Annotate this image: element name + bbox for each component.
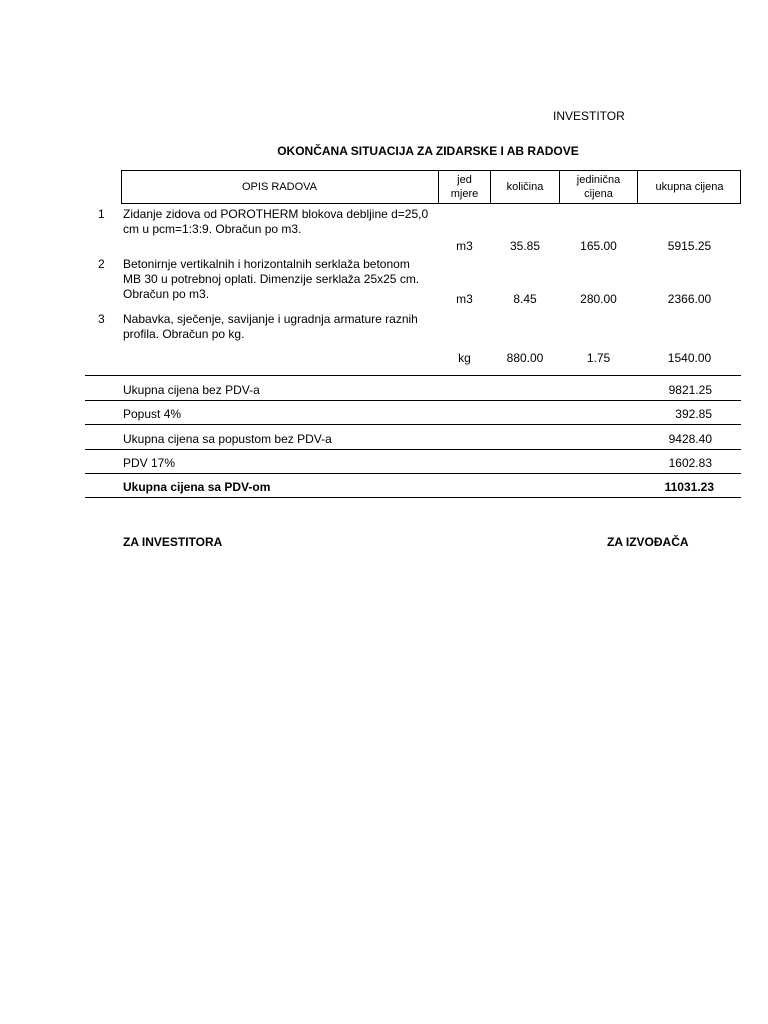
col-header-unit-price-line1: jedinična: [576, 174, 621, 186]
document-title: OKONČANA SITUACIJA ZA ZIDARSKE I AB RADOVE: [277, 144, 579, 158]
summary-grand-total-label: Ukupna cijena sa PDV-om: [123, 480, 271, 494]
item-description-line: MB 30 u potrebnoj oplati. Dimenzije serklaža 25x25 cm.: [123, 272, 420, 286]
item-unit-price: 280.00: [580, 292, 617, 306]
item-description-line: Nabavka, sječenje, savijanje i ugradnja armature raznih: [123, 312, 418, 326]
item-unit: m3: [456, 239, 473, 253]
summary-discount-label: Popust 4%: [123, 407, 182, 421]
item-description: [123, 312, 443, 342]
item-unit: kg: [458, 351, 471, 365]
col-header-unit-price-line2: cijena: [584, 188, 613, 200]
item-quantity: 8.45: [513, 292, 537, 306]
item-unit: m3: [456, 292, 473, 306]
summary-divider: [85, 473, 741, 474]
item-total: 1540.00: [667, 351, 712, 365]
item-description: [123, 257, 443, 302]
item-unit-price: 1.75: [586, 351, 611, 365]
item-total: 2366.00: [667, 292, 712, 306]
item-description-line: Zidanje zidova od POROTHERM blokova debljine d=25,0: [123, 207, 429, 221]
col-header-unit-price: [560, 170, 637, 204]
summary-divider: [85, 449, 741, 450]
item-description-line: profila. Obračun po kg.: [123, 327, 245, 341]
item-description: [123, 207, 443, 237]
summary-vat-label: PDV 17%: [123, 456, 176, 470]
item-description-line: Obračun po m3.: [123, 287, 210, 301]
summary-discounted-value: 9428.40: [668, 432, 712, 446]
item-quantity: 880.00: [506, 351, 544, 365]
summary-divider: [85, 424, 741, 425]
signature-contractor: ZA IZVOĐAČA: [607, 535, 689, 549]
summary-subtotal-value: 9821.25: [668, 383, 712, 397]
item-number: 1: [98, 207, 105, 221]
summary-vat-value: 1602.83: [668, 456, 712, 470]
col-header-unit-line1: jed: [457, 174, 472, 186]
summary-divider: [85, 497, 741, 498]
summary-divider: [85, 375, 741, 376]
summary-discounted-label: Ukupna cijena sa popustom bez PDV-a: [123, 432, 332, 446]
col-header-unit-line2: mjere: [450, 188, 479, 200]
item-total: 5915.25: [667, 239, 712, 253]
col-header-total: ukupna cijena: [655, 181, 724, 193]
col-header-unit: [439, 170, 490, 204]
summary-discount-value: 392.85: [675, 407, 712, 421]
col-header-quantity: količina: [506, 181, 544, 193]
item-number: 2: [98, 257, 105, 271]
summary-subtotal-label: Ukupna cijena bez PDV-a: [123, 383, 260, 397]
item-unit-price: 165.00: [580, 239, 617, 253]
item-description-line: Betonirnje vertikalnih i horizontalnih serklaža betonom: [123, 257, 410, 271]
investor-label: INVESTITOR: [553, 109, 625, 123]
item-quantity: 35.85: [509, 239, 541, 253]
signature-investor: ZA INVESTITORA: [123, 535, 223, 549]
item-number: 3: [98, 312, 105, 326]
col-header-description: OPIS RADOVA: [242, 181, 317, 193]
summary-divider: [85, 400, 741, 401]
item-description-line: cm u pcm=1:3:9. Obračun po m3.: [123, 222, 302, 236]
summary-grand-total-value: 11031.23: [664, 480, 714, 494]
